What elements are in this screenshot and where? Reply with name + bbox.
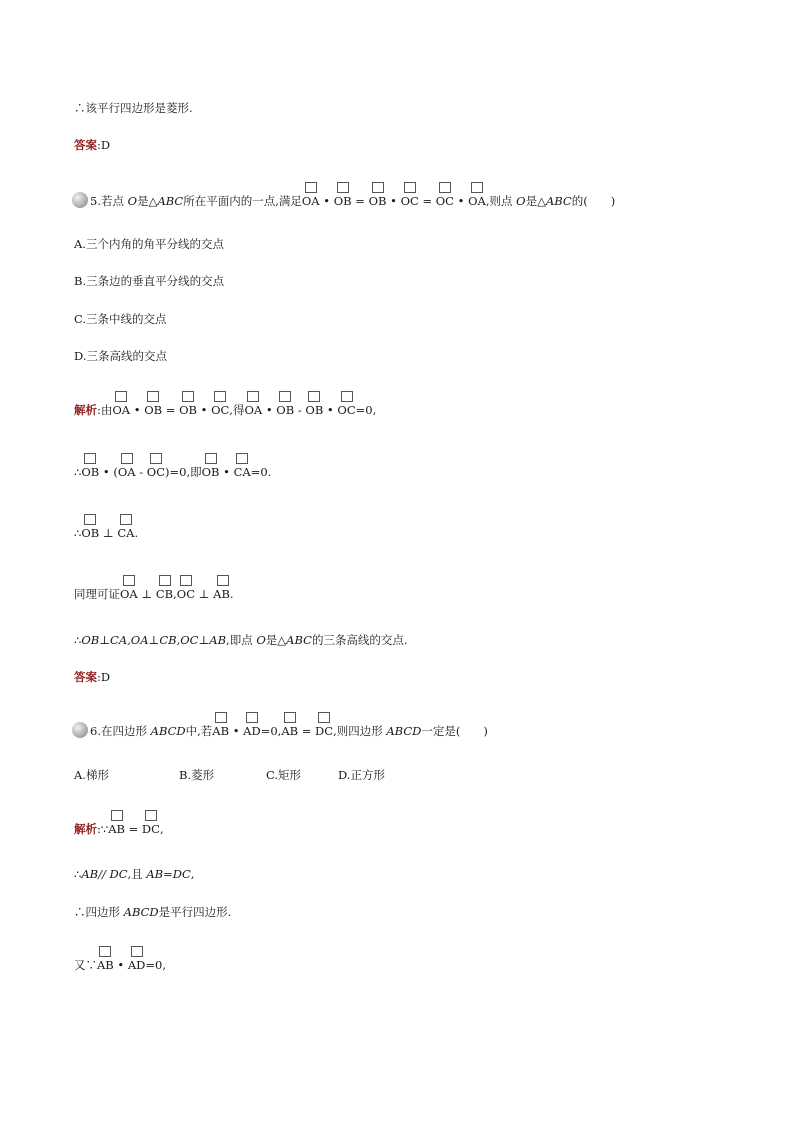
eq-op: = xyxy=(298,724,316,738)
q5-text-3: 所在平面内的一点,满足 xyxy=(183,194,302,208)
solution-5-line-5 xyxy=(74,633,408,647)
dot-op: • xyxy=(229,724,244,738)
sol-text: =0, xyxy=(145,958,167,972)
q6-option-c[interactable]: C.矩形 xyxy=(266,768,302,782)
q5-var-abc: ABC xyxy=(157,194,184,208)
vector-oa: OA xyxy=(301,194,320,208)
vector-dc: DC xyxy=(315,724,334,738)
q6-var-abcd: ABCD xyxy=(386,724,422,738)
eq-op: = xyxy=(162,403,180,417)
answer-value: :D xyxy=(97,670,111,684)
dot-op: • xyxy=(262,403,277,417)
paren: ( xyxy=(113,465,118,479)
solution-label: 解析 xyxy=(74,403,97,417)
comma: , xyxy=(173,587,177,601)
dot-op: • xyxy=(99,465,114,479)
dot-op: • xyxy=(113,958,128,972)
q6-options xyxy=(74,768,385,782)
dot-op: • xyxy=(386,194,401,208)
sol-text: 是平行四边形. xyxy=(158,905,232,919)
sol-text: ∴ xyxy=(74,633,82,647)
vector-ob: OB xyxy=(276,403,295,417)
sol-text: ∴ xyxy=(74,867,82,881)
perp-op: ⊥ xyxy=(99,526,118,540)
q5-var-o: O xyxy=(516,194,526,208)
vector-oc: OC xyxy=(435,194,454,208)
q6-text: 中,若 xyxy=(185,724,213,738)
solution-6-line-3 xyxy=(74,905,231,919)
q6-var-abcd: ABCD xyxy=(150,724,186,738)
q6-text: ,则四边形 xyxy=(333,724,387,738)
answer-label: 答案 xyxy=(74,138,97,152)
sol-text: :∵ xyxy=(97,822,109,836)
sol-text: , xyxy=(159,822,164,836)
answer-line-5 xyxy=(74,670,110,684)
sol-text: ∴ xyxy=(74,465,82,479)
dot-op: • xyxy=(319,194,334,208)
vector-oa: OA xyxy=(120,587,138,601)
conclusion-text: ∴该平行四边形是菱形. xyxy=(74,101,193,115)
option-a-text: A.三个内角的角平分线的交点 xyxy=(74,237,224,251)
sol-text: 同理可证 xyxy=(74,587,120,601)
q5-var-o: O xyxy=(127,194,138,208)
vector-oc: OC xyxy=(400,194,419,208)
solution-5-line-3 xyxy=(74,526,138,540)
sol-relations: OB⊥CA,OA⊥CB,OC⊥AB xyxy=(81,633,227,647)
dot-op: • xyxy=(453,194,469,208)
sol-text: 又∵ xyxy=(74,958,97,972)
q6-option-a[interactable]: A.梯形 xyxy=(74,768,109,782)
option-d[interactable] xyxy=(74,349,167,363)
answer-value: :D xyxy=(97,138,111,152)
vector-ob: OB xyxy=(179,403,197,417)
question-5 xyxy=(72,192,615,208)
sol-text: . xyxy=(134,526,139,540)
vector-oc: OC xyxy=(176,587,196,601)
sol-parallel: AB// DC xyxy=(81,867,128,881)
vector-oa: OA xyxy=(244,403,263,417)
sol-text: ,即点 xyxy=(226,633,257,647)
question-6 xyxy=(72,722,488,738)
vector-ob: OB xyxy=(201,465,220,479)
vector-ab: AB xyxy=(212,724,230,738)
sol-text: ,且 xyxy=(127,867,147,881)
vector-ab: AB xyxy=(97,958,114,972)
q5-text-6: 的( ) xyxy=(571,194,616,208)
option-b-text: B.三条边的垂直平分线的交点 xyxy=(74,274,225,288)
vector-ob: OB xyxy=(81,465,100,479)
q5-var-abc: ABC xyxy=(545,194,572,208)
solution-label: 解析 xyxy=(74,822,97,836)
sol-text: =0. xyxy=(250,465,272,479)
sol-text: ,得 xyxy=(229,403,245,417)
option-a[interactable] xyxy=(74,237,224,251)
sol-text: =0, xyxy=(355,403,377,417)
vector-ob: OB xyxy=(81,526,100,540)
vector-oc: OC xyxy=(337,403,356,417)
minus-op: - xyxy=(135,465,147,479)
q6-text: =0, xyxy=(260,724,282,738)
sol-var-o: O xyxy=(256,633,266,647)
question-bullet-icon xyxy=(72,192,88,208)
text-line-conclusion xyxy=(74,101,193,115)
solution-6-line-1 xyxy=(74,822,164,836)
sol-text: , xyxy=(190,867,195,881)
solution-6-line-2 xyxy=(74,867,194,881)
vector-ob: OB xyxy=(144,403,163,417)
dot-op: • xyxy=(219,465,234,479)
minus-op: - xyxy=(294,403,306,417)
q5-text-5: 是△ xyxy=(525,194,546,208)
vector-oa: OA xyxy=(117,465,136,479)
perp-op: ⊥ xyxy=(137,587,156,601)
perp-op: ⊥ xyxy=(195,587,214,601)
answer-line-1 xyxy=(74,138,110,152)
option-c-text: C.三条中线的交点 xyxy=(74,312,167,326)
vector-ca: CA xyxy=(233,465,251,479)
q6-text: 6.在四边形 xyxy=(90,724,151,738)
option-c[interactable] xyxy=(74,312,167,326)
vector-oc: OC xyxy=(211,403,230,417)
q6-option-b[interactable]: B.菱形 xyxy=(179,768,215,782)
vector-oa: OA xyxy=(468,194,486,208)
sol-text: :由 xyxy=(97,403,113,417)
answer-label: 答案 xyxy=(74,670,97,684)
sol-var-abcd: ABCD xyxy=(123,905,159,919)
q6-option-d[interactable]: D.正方形 xyxy=(338,768,385,782)
eq-op: = xyxy=(351,194,369,208)
paren: ) xyxy=(165,465,170,479)
dot-op: • xyxy=(323,403,338,417)
vector-ob: OB xyxy=(333,194,352,208)
option-b[interactable] xyxy=(74,274,224,288)
question-bullet-icon xyxy=(72,722,88,738)
dot-op: • xyxy=(130,403,145,417)
solution-5-line-4 xyxy=(74,587,234,601)
solution-5-line-2 xyxy=(74,465,271,479)
vector-ob: OB xyxy=(305,403,324,417)
sol-text: ∴ xyxy=(74,526,82,540)
vector-oa: OA xyxy=(112,403,131,417)
vector-ca: CA xyxy=(117,526,135,540)
vector-ab: AB xyxy=(281,724,299,738)
sol-text: ∴四边形 xyxy=(74,905,124,919)
vector-ab: AB. xyxy=(213,587,234,601)
q5-text-4: ,则点 xyxy=(485,194,517,208)
eq-op: = xyxy=(124,822,142,836)
solution-5-line-1 xyxy=(74,403,376,417)
vector-ob: OB xyxy=(368,194,387,208)
option-d-text: D.三条高线的交点 xyxy=(74,349,167,363)
sol-text: 的三条高线的交点. xyxy=(311,633,408,647)
vector-ad: AD xyxy=(127,958,146,972)
sol-text: =0,即 xyxy=(169,465,202,479)
q6-text: 一定是( ) xyxy=(421,724,488,738)
sol-equal: AB=DC xyxy=(146,867,191,881)
dot-op: • xyxy=(196,403,212,417)
solution-6-line-4 xyxy=(74,958,166,972)
q5-text-1: 5.若点 xyxy=(90,194,128,208)
vector-ad: AD xyxy=(243,724,261,738)
sol-var-abc: ABC xyxy=(286,633,312,647)
q5-text-2: 是△ xyxy=(137,194,158,208)
vector-oc: OC xyxy=(146,465,165,479)
sol-text: 是△ xyxy=(265,633,287,647)
vector-dc: DC xyxy=(141,822,160,836)
eq-op: = xyxy=(418,194,436,208)
vector-ab: AB xyxy=(108,822,125,836)
vector-cb: CB xyxy=(155,587,174,601)
